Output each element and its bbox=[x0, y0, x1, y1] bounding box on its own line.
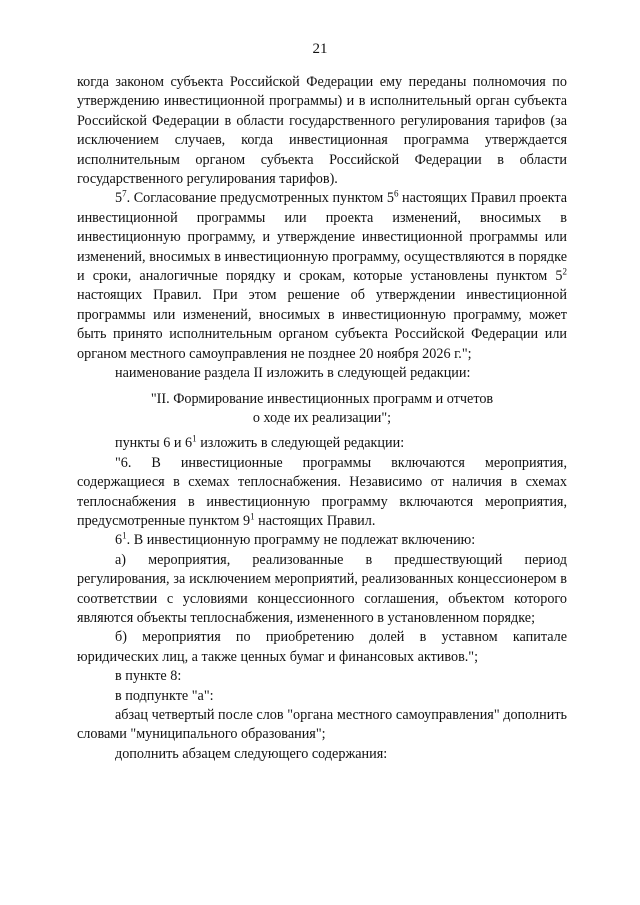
paragraph-add-abzac: дополнить абзацем следующего содержания: bbox=[115, 745, 388, 762]
section-heading-line-2: о ходе их реализации"; bbox=[252, 409, 392, 426]
paragraph-point-6-1 bbox=[77, 531, 567, 550]
paragraph-point-8: в пункте 8: bbox=[115, 668, 182, 685]
paragraph-subpoint-a: в подпункте "а": bbox=[115, 687, 214, 704]
superscript: 7 bbox=[122, 188, 127, 199]
paragraph-5-7-number: 5 bbox=[115, 190, 123, 207]
paragraph-points-6-text-a: пункты 6 и 6 bbox=[115, 435, 193, 452]
superscript: 2 bbox=[562, 266, 567, 277]
paragraph-points-6-amendment bbox=[77, 434, 567, 453]
paragraph-point-6-1-number: 6 bbox=[115, 532, 123, 549]
paragraph-section-title-amendment: наименование раздела II изложить в следующей редакции: bbox=[115, 365, 471, 382]
paragraph-point-6-1-text: . В инвестиционную программу не подлежат включению: bbox=[126, 532, 476, 549]
paragraph-continuation: когда законом субъекта Российской Федерации ему переданы полномочия по утверждению инвестиционной программы) и в исполнительный орган субъекта Российской Федерации в области государственного регулирования тарифов (за исключением случаев, когда инвестиционная программа утверждается исполнительным органом субъекта Российской Федерации в области государственного регулирования тарифов). bbox=[77, 74, 567, 188]
paragraph-5-7-text-c: настоящих Правил. При этом решение об утверждении инвестиционной программы или изменений, вносимых в инвестиционную программу, может быть принято исполнительным органом субъекта Российской Федерации или органом местного самоуправления не позднее 20 ноября 2026 г."; bbox=[77, 287, 567, 362]
subparagraph-a: а) мероприятия, реализованные в предшествующий период регулирования, за исключением мероприятий, реализованных концессионером в соответствии с условиями концессионного соглашения, объектом которого являются объекты теплоснабжения, измененного в установленном порядке; bbox=[77, 551, 567, 626]
paragraph-5-7 bbox=[77, 189, 567, 364]
page-number: 21 bbox=[312, 41, 328, 57]
superscript: 6 bbox=[393, 188, 399, 199]
section-heading-line-1: "II. Формирование инвестиционных программ и отчетов bbox=[150, 390, 494, 407]
paragraph-point-6-text-a: "6. В инвестиционные программы включаются мероприятия, содержащиеся в схемах теплоснабжения. Независимо от наличия в схемах теплоснабжения в инвестиционную программу включаются мероприятия, предусмотренные пунктом 9 bbox=[77, 454, 567, 529]
paragraph-fourth-abzac: абзац четвертый после слов "органа местного самоуправления" дополнить словами "муниципального образования"; bbox=[77, 707, 567, 743]
paragraph-point-6-text-b: настоящих Правил. bbox=[254, 512, 376, 529]
paragraph-points-6-text-b: изложить в следующей редакции: bbox=[196, 435, 405, 452]
document-body bbox=[77, 73, 567, 764]
paragraph-5-7-text-b: настоящих Правил проекта инвестиционной программы или проекта изменений, вносимых в инвестиционную программу, и утверждение инвестиционной программы или изменений, вносимых в инвестиционную программу, осуществляются в порядке и сроки, аналогичные порядку и срокам, которые установлены пунктом 5 bbox=[77, 190, 567, 285]
paragraph-5-7-text-a: . Согласование предусмотренных пунктом 5 bbox=[126, 190, 394, 207]
superscript: 1 bbox=[250, 511, 255, 522]
superscript: 1 bbox=[192, 433, 197, 444]
paragraph-point-6 bbox=[77, 454, 567, 532]
superscript: 1 bbox=[122, 530, 127, 541]
subparagraph-b: б) мероприятия по приобретению долей в уставном капитале юридических лиц, а также ценных бумаг и финансовых активов."; bbox=[77, 629, 567, 665]
